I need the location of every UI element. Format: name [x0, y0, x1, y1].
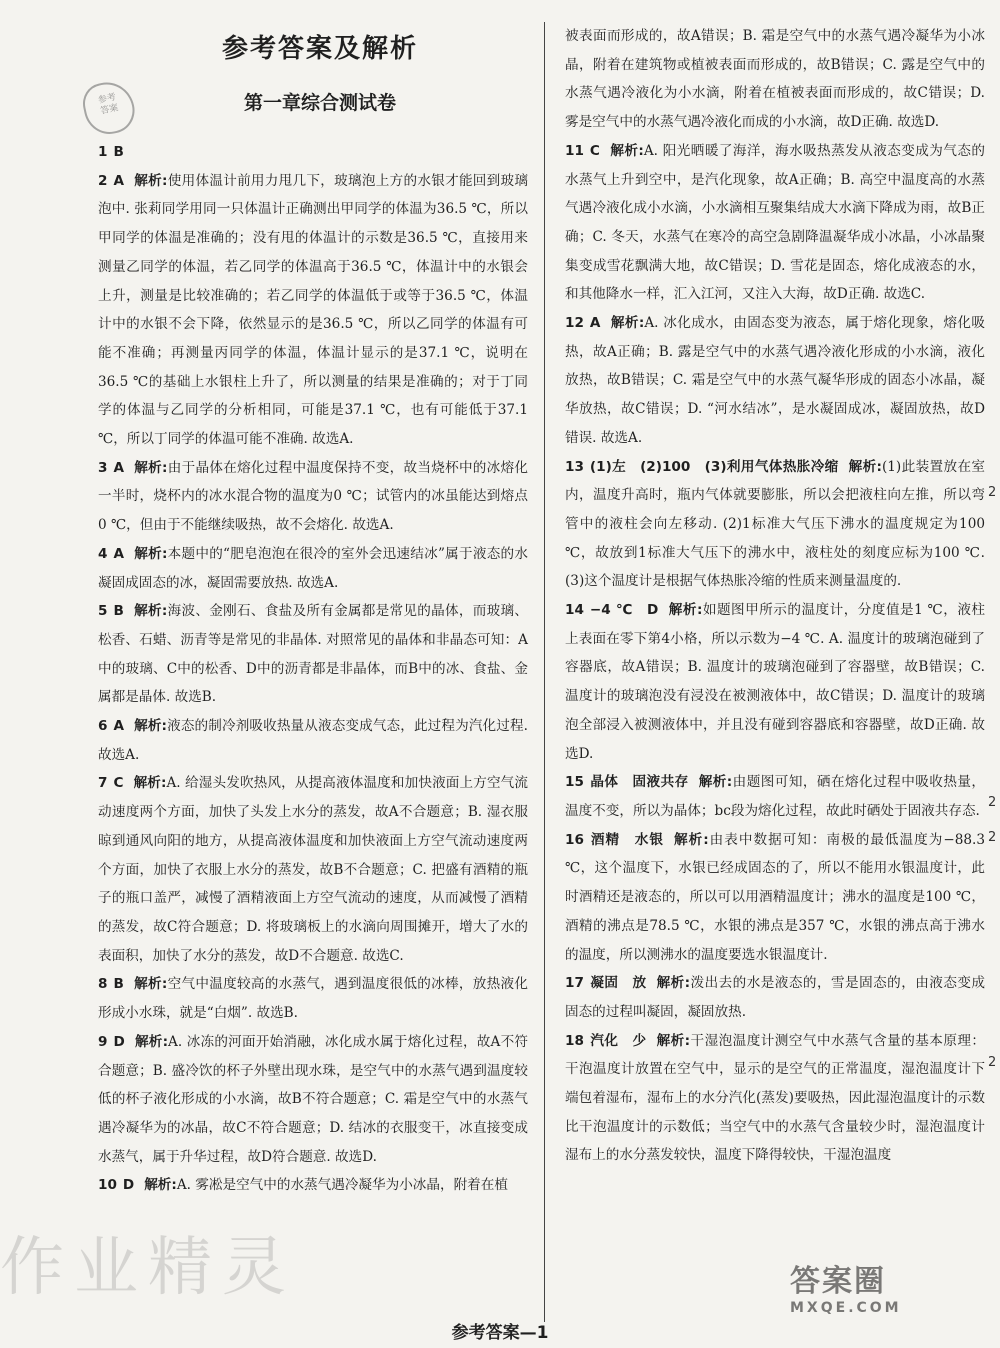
item-explanation: A. 雾凇是空气中的水蒸气遇冷凝华为小冰晶，附着在植 [176, 1177, 508, 1194]
page-footer: 参考答案—1 [451, 1323, 549, 1343]
chapter-title: 第一章综合测试卷 [243, 92, 396, 114]
item-explanation: A. 冰化成水，由固态变为液态，属于熔化现象，熔化吸热，故A正确；B. 露是空气中的水蒸气遇冷液化形成的小水滴，液化放热，故B错误；C. 霜是空气中的水蒸气凝华形成的固态小冰晶，凝华放热，故C错误；D. “河水结冰”，是水凝固成冰，凝固放热，故D错误. 故选A. [565, 315, 985, 446]
item-number: 2 [98, 172, 108, 189]
item-tag: 解析: [609, 142, 644, 159]
item-answer: A [113, 172, 124, 189]
answer-item [565, 137, 985, 309]
item-number: 3 [98, 459, 108, 476]
column-divider [544, 22, 545, 1322]
edge-mark: 2 [988, 485, 997, 500]
item-tag: 解析: [134, 459, 168, 476]
right-column [565, 22, 985, 1170]
item-number: 8 [98, 976, 108, 993]
item-tag: 解析: [134, 1033, 169, 1050]
item-tag: 解析: [134, 545, 168, 562]
answer-item [98, 1028, 528, 1172]
continued-text: 被表面而形成的，故A错误；B. 霜是空气中的水蒸气遇冷凝华为小冰晶，附着在建筑物或植被表面而形成的，故B错误；C. 露是空气中的水蒸气遇冷液化为小水滴，附着在植被表面而形成的，故C错误；D. 雾是空气中的水蒸气遇冷液化而成的小水滴，故D正确. 故选D. [565, 28, 985, 131]
item-explanation: 液态的制冷剂吸收热量从液态变成气态，此过程为汽化过程. 故选A. [98, 718, 529, 763]
item-number: 1 [98, 144, 108, 160]
item-tag: 解析: [656, 975, 691, 992]
item-answer: B [113, 976, 124, 993]
item-number: 12 [565, 315, 584, 332]
answer-item [98, 167, 528, 454]
item-answer: C [113, 775, 124, 792]
item-explanation: A. 冰冻的河面开始消融，冰化成水属于熔化过程，故A不符合题意；B. 盛冷饮的杯子外壁出现水珠，是空气中的水蒸气遇到温度较低的杯子液化形成的小水滴，故B不符合题意；C. 霜是空气中的水蒸气遇冷凝华为的冰晶，故C不符合题意；D. 结冰的衣服变干，冰直接变成水蒸气，属于升华过程，故D符合题意. 故选D. [98, 1033, 528, 1165]
item-answer: B [113, 603, 124, 620]
item-explanation: 使用体温计前用力甩几下，玻璃泡上方的水银才能回到玻璃泡中. 张莉同学用同一只体温计正确测出甲同学的体温为36.5 ℃，所以甲同学的体温是准确的；没有甩的体温计的示数是36.5 ℃，直接用来测量乙同学的体温，若乙同学的体温高于36.5 ℃，体温计中的水银会上升，测量是比较准确的；若乙同学的体温低于或等于36.5 ℃，体温计中的水银不会下降，依然显示的是36.5 ℃，所以乙同学的体温有可能不准确；再测量丙同学的体温，体温计显示的是37.1 ℃，说明在36.5 ℃的基础上水银柱上升了，所以测量的结果是准确的；对于丁同学的体温与乙同学的分析相同，可能是37.1 ℃，也有可能低于37.1 ℃，所以丁同学的体温可能不准确. 故选A. [98, 172, 529, 448]
answer-item [565, 453, 985, 597]
item-tag: 解析: [133, 775, 167, 792]
item-tag: 解析: [848, 458, 882, 475]
item-answer: D [122, 1177, 135, 1194]
item-explanation: (1)此装置放在室内，温度升高时，瓶内气体就要膨胀，所以会把液柱向左推，所以弯管中的液柱会向左移动. (2)1标准大气压下沸水的温度规定为100 ℃，故放到1标准大气压下的沸水中，液柱处的刻度应标为100 ℃. (3)这个温度计是根据气体热胀冷缩的性质来测量温度的. [565, 458, 986, 590]
item-explanation: A. 给湿头发吹热风，从提高液体温度和加快液面上方空气流动速度两个方面，加快了头发上水分的蒸发，故A不合题意；B. 湿衣服晾到通风向阳的地方，从提高液体温度和加快液面上方空气流动速度两个方面，加快了衣服上水分的蒸发，故B不合题意；C. 把盛有酒精的瓶子的瓶口盖严，减慢了酒精液面上方空气流动的速度，从而减慢了酒精的蒸发，故C符合题意；D. 将玻璃板上的水滴向周围摊开，增大了水的表面积，加快了水分的蒸发，故D不合题意. 故选C. [98, 775, 528, 964]
stamp-logo [79, 77, 139, 138]
item-answer: 汽化 少 [589, 1032, 647, 1049]
edge-mark: 2 [988, 830, 997, 845]
item-tag: 解析: [133, 603, 168, 620]
item-answer: A [113, 459, 124, 476]
item-number: 15 [565, 774, 584, 791]
answer-item [565, 826, 985, 970]
item-answer: C [589, 142, 600, 159]
item-explanation: 本题中的“肥皂泡泡在很冷的室外会迅速结冰”属于液态的水凝固成固态的冰，凝固需要放热. 故选A. [98, 545, 528, 591]
answer-item [565, 1027, 985, 1171]
answer-item [98, 540, 528, 597]
page-title: 参考答案及解析 [221, 34, 418, 64]
item-answer: −4 ℃ D [589, 602, 659, 619]
item-number: 16 [565, 831, 584, 848]
item-answer: B [113, 144, 124, 160]
item-tag: 解析: [668, 602, 703, 619]
stamp-text: 参考 答案 [97, 92, 120, 117]
item-number: 17 [565, 975, 584, 992]
answer-item [565, 309, 985, 453]
answer-item [98, 1171, 528, 1200]
answer-item [98, 454, 528, 540]
item-number: 14 [565, 602, 584, 619]
item-number: 9 [98, 1033, 108, 1050]
left-column [98, 138, 528, 1200]
item-explanation: 由于晶体在熔化过程中温度保持不变，故当烧杯中的冰熔化一半时，烧杯内的冰水混合物的温度为0 ℃；试管内的冰虽能达到熔点0 ℃，但由于不能继续吸热，故不会熔化. 故选A. [98, 459, 529, 534]
ghost-watermark: 作业精灵 [0, 1231, 296, 1305]
item-explanation: 空气中温度较高的水蒸气，遇到温度很低的冰棒，放热液化形成小水珠，就是“白烟”. 故选B. [98, 976, 529, 1022]
item-explanation: 干湿泡温度计测空气中水蒸气含量的基本原理：干泡温度计放置在空气中，显示的是空气的正常温度，湿泡温度计下端包着湿布，湿布上的水分汽化(蒸发)要吸热，因此湿泡温度计的示数比干泡温度计的示数低；当空气中的水蒸气含量较少时，湿泡温度计湿布上的水分蒸发较快，温度下降得较快，干湿泡温度 [565, 1032, 986, 1164]
item-answer: 晶体 固液共存 [589, 774, 689, 791]
item-tag: 解析: [144, 1177, 177, 1194]
answer-item [565, 768, 985, 825]
item-number: 5 [98, 603, 108, 620]
watermark-bottom: MXQE.COM [790, 1300, 902, 1316]
item-answer: A [589, 315, 601, 332]
item-explanation: 由表中数据可知：南极的最低温度为−88.3 ℃，这个温度下，水银已经成固态的了，所以不能用水银温度计，此时酒精还是液态的，所以可以用酒精温度计；沸水的温度是100 ℃，酒精的沸点是78.5 ℃，水银的沸点是357 ℃，水银的沸点高于沸水的温度，所以测沸水的温度要选水银温度计. [565, 831, 986, 963]
answer-item [565, 596, 985, 768]
item-number: 13 [565, 458, 584, 475]
site-watermark [790, 1256, 960, 1326]
answer-item [98, 138, 528, 167]
item-number: 11 [565, 142, 584, 159]
item-number: 4 [98, 545, 108, 562]
item-number: 7 [98, 775, 108, 792]
watermark-top: 答案圈 [790, 1264, 886, 1299]
item-tag: 解析: [134, 172, 168, 189]
answer-item [98, 769, 528, 970]
item-tag: 解析: [698, 774, 733, 791]
item-answer: A [113, 718, 124, 735]
answer-item [565, 969, 985, 1026]
item-answer: 凝固 放 [589, 975, 647, 992]
item-tag: 解析: [133, 976, 168, 993]
item-number: 18 [565, 1032, 584, 1049]
item-tag: 解析: [134, 718, 167, 735]
item-answer: (1)左 (2)100 (3)利用气体热胀冷缩 [589, 458, 839, 475]
answer-item [98, 712, 528, 769]
answer-item [98, 597, 528, 712]
item-explanation: 由题图可知，硒在熔化过程中吸收热量，温度不变，所以为晶体；bc段为熔化过程，故此时硒处于固液共存态. [565, 774, 986, 819]
item-number: 6 [98, 718, 108, 735]
edge-mark: 2 [988, 1055, 997, 1070]
item-explanation: 泼出去的水是液态的，雪是固态的，由液态变成固态的过程叫凝固，凝固放热. [565, 975, 986, 1020]
edge-mark: 2 [988, 795, 997, 810]
item-explanation: A. 阳光晒暖了海洋，海水吸热蒸发从液态变成为气态的水蒸气上升到空中，是汽化现象，故A正确；B. 高空中温度高的水蒸气遇冷液化成小水滴，小水滴相互聚集结成大水滴下降成为雨，故B正确；C. 冬天，水蒸气在寒冷的高空急剧降温凝华成小冰晶，小冰晶聚集变成雪花飘满大地，故C错误；D. 雪花是固态，熔化成液态的水，和其他降水一样，汇入江河，又注入大海，故D正确. 故选C. [565, 142, 985, 303]
item-answer: 酒精 水银 [589, 831, 664, 848]
item-tag: 解析: [656, 1032, 691, 1049]
item-explanation: 海波、金刚石、食盐及所有金属都是常见的晶体，而玻璃、松香、石蜡、沥青等是常见的非晶体. 对照常见的晶体和非晶态可知：A中的玻璃、C中的松香、D中的沥青都是非晶体，而B中的冰、食盐、金属都是晶体. 故选B. [98, 603, 529, 706]
answer-item [98, 970, 528, 1027]
item-tag: 解析: [673, 831, 709, 848]
item-answer: D [113, 1033, 125, 1050]
item-number: 10 [98, 1177, 117, 1194]
item-explanation: 如题图甲所示的温度计，分度值是1 ℃，液柱上表面在零下第4小格，所以示数为−4 ℃. A. 温度计的玻璃泡碰到了容器底，故A错误；B. 温度计的玻璃泡碰到了容器壁，故B错误；C. 温度计的玻璃泡没有浸没在被测液体中，故C错误；D. 温度计的玻璃泡全部浸入被测液体中，并且没有碰到容器底和容器壁，故D正确. 故选D. [565, 602, 986, 762]
item-answer: A [113, 545, 124, 562]
item-tag: 解析: [610, 315, 645, 332]
